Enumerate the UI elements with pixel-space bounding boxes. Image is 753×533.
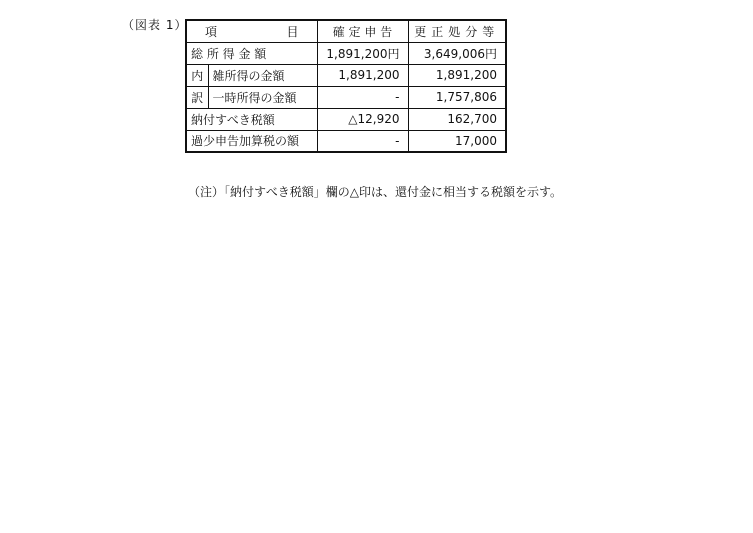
row-label-penalty-tax: 過少申告加算税の額 xyxy=(186,130,317,152)
header-declared: 確 定 申 告 xyxy=(317,20,408,42)
cell-misc-income-corrected: 1,891,200 xyxy=(408,64,506,86)
cell-misc-income-declared: 1,891,200 xyxy=(317,64,408,86)
cell-penalty-tax-corrected: 17,000 xyxy=(408,130,506,152)
cell-temp-income-declared: - xyxy=(317,86,408,108)
table-row xyxy=(186,86,506,108)
header-corrected: 更正処分等 xyxy=(408,20,506,42)
figure-label: （図表 1） xyxy=(122,18,188,32)
row-label-tax-payable: 納付すべき税額 xyxy=(186,108,317,130)
header-item-left: 項 xyxy=(205,24,218,39)
table-row xyxy=(186,64,506,86)
table-row xyxy=(186,108,506,130)
cell-tax-payable-corrected: 162,700 xyxy=(408,108,506,130)
table-row xyxy=(186,42,506,64)
header-item-right: 目 xyxy=(286,24,299,39)
cell-total-income-declared: 1,891,200円 xyxy=(317,42,408,64)
row-label-temp-income: 一時所得の金額 xyxy=(208,86,317,108)
row-label-misc-income: 雑所得の金額 xyxy=(208,64,317,86)
cell-penalty-tax-declared: - xyxy=(317,130,408,152)
cell-temp-income-corrected: 1,757,806 xyxy=(408,86,506,108)
cell-total-income-corrected: 3,649,006円 xyxy=(408,42,506,64)
row-label-total-income: 総 所 得 金 額 xyxy=(186,42,317,64)
table-row xyxy=(186,130,506,152)
header-item xyxy=(186,20,317,42)
table-footnote: （注）「納付すべき税額」欄の△印は、還付金に相当する税額を示す。 xyxy=(188,185,563,199)
table-header-row xyxy=(186,20,506,42)
tax-assessment-table xyxy=(185,19,507,153)
cell-tax-payable-declared: △12,920 xyxy=(317,108,408,130)
breakdown-label-top: 内 xyxy=(186,64,208,86)
breakdown-label-bottom: 訳 xyxy=(186,86,208,108)
